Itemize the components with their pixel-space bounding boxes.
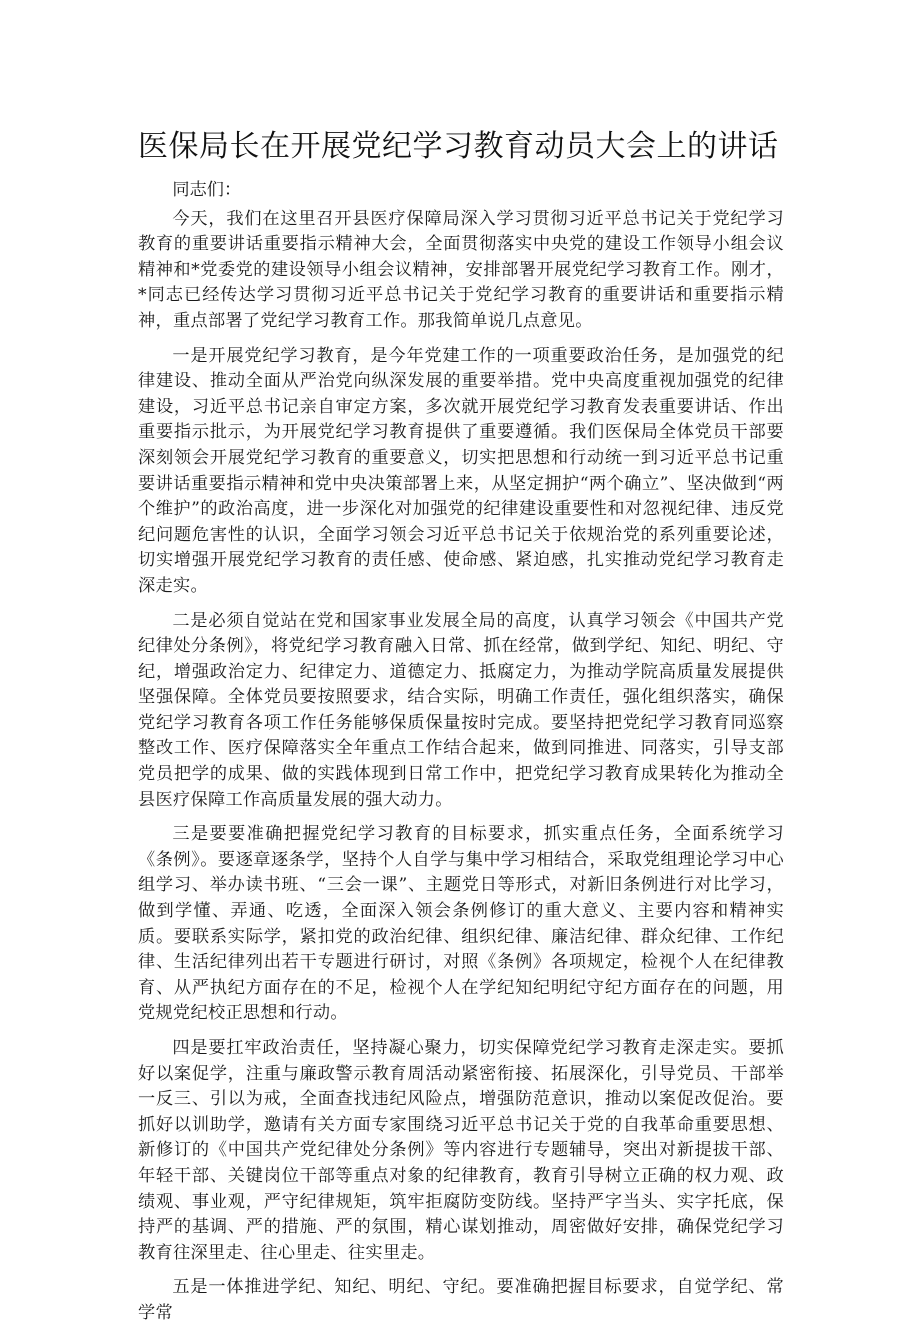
document-body bbox=[138, 178, 784, 1336]
paragraph-point-two: 二是必须自觉站在党和国家事业发展全局的高度，认真学习领会《中国共产党纪律处分条例》，将党纪学习教育融入日常、抓在经常，做到学纪、知纪、明纪、守纪，增强政治定力、纪律定力、道德定力、抵腐定力，为推动学院高质量发展提供坚强保障。全体党员要按照要求，结合实际，明确工作责任，强化组织落实，确保党纪学习教育各项工作任务能够保质保量按时完成。要坚持把党纪学习教育同巡察整改工作、医疗保障落实全年重点工作结合起来，做到同推进、同落实，引导支部党员把学的成果、做的实践体现到日常工作中，把党纪学习教育成果转化为推动全县医疗保障工作高质量发展的强大动力。 bbox=[138, 610, 784, 810]
salutation: 同志们： bbox=[172, 180, 242, 200]
paragraph-point-one: 一是开展党纪学习教育，是今年党建工作的一项重要政治任务，是加强党的纪律建设、推动全面从严治党向纵深发展的重要举措。党中央高度重视加强党的纪律建设，习近平总书记亲自审定方案，多次就开展党纪学习教育发表重要讲话、作出重要指示批示，为开展党纪学习教育提供了重要遵循。我们医保局全体党员干部要深刻领会开展党纪学习教育的重要意义，切实把思想和行动统一到习近平总书记重要讲话重要指示精神和党中央决策部署上来，从坚定拥护“两个确立”、坚决做到“两个维护”的政治高度，进一步深化对加强党的纪律建设重要性和对忽视纪律、违反党纪问题危害性的认识，全面学习领会习近平总书记关于依规治党的系列重要论述，切实增强开展党纪学习教育的责任感、使命感、紧迫感，扎实推动党纪学习教育走深走实。 bbox=[138, 345, 784, 596]
paragraph-point-four: 四是要扛牢政治责任，坚持凝心聚力，切实保障党纪学习教育走深走实。要抓好以案促学，注重与廉政警示教育周活动紧密衔接、拓展深化，引导党员、干部举一反三、引以为戒，全面查找违纪风险点，增强防范意识，推动以案促改促治。要抓好以训助学，邀请有关方面专家围绕习近平总书记关于党的自我革命重要思想、新修订的《中国共产党纪律处分条例》等内容进行专题辅导，突出对新提拔干部、年轻干部、关键岗位干部等重点对象的纪律教育，教育引导树立正确的权力观、政绩观、事业观，严守纪律规矩，筑牢拒腐防变防线。坚持严字当头、实字托底，保持严的基调、严的措施、严的氛围，精心谋划推动，周密做好安排，确保党纪学习教育往深里走、往心里走、往实里走。 bbox=[138, 1038, 784, 1263]
paragraph-point-five: 五是一体推进学纪、知纪、明纪、守纪。要准确把握目标要求，自觉学纪、常学常 bbox=[138, 1277, 784, 1323]
paragraph-point-three: 三是要要准确把握党纪学习教育的目标要求，抓实重点任务，全面系统学习《条例》。要逐章逐条学，坚持个人自学与集中学习相结合，采取党组理论学习中心组学习、举办读书班、“三会一课”、主题党日等形式，对新旧条例进行对比学习，做到学懂、弄通、吃透，全面深入领会条例修订的重大意义、主要内容和精神实质。要联系实际学，紧扣党的政治纪律、组织纪律、廉洁纪律、群众纪律、工作纪律、生活纪律列出若干专题进行研讨，对照《条例》各项规定，检视个人在纪律教育、从严执纪方面存在的不足，检视个人在学纪知纪明纪守纪方面存在的问题，用党规党纪校正思想和行动。 bbox=[138, 824, 784, 1024]
document-title: 医保局长在开展党纪学习教育动员大会上的讲话 bbox=[138, 129, 779, 164]
paragraph-opening: 今天，我们在这里召开县医疗保障局深入学习贯彻习近平总书记关于党纪学习教育的重要讲话重要指示精神大会，全面贯彻落实中央党的建设工作领导小组会议精神和*党委党的建设领导小组会议精神，安排部署开展党纪学习教育工作。刚才，*同志已经传达学习贯彻习近平总书记关于党纪学习教育的重要讲话和重要指示精神，重点部署了党纪学习教育工作。那我简单说几点意见。 bbox=[138, 208, 784, 331]
